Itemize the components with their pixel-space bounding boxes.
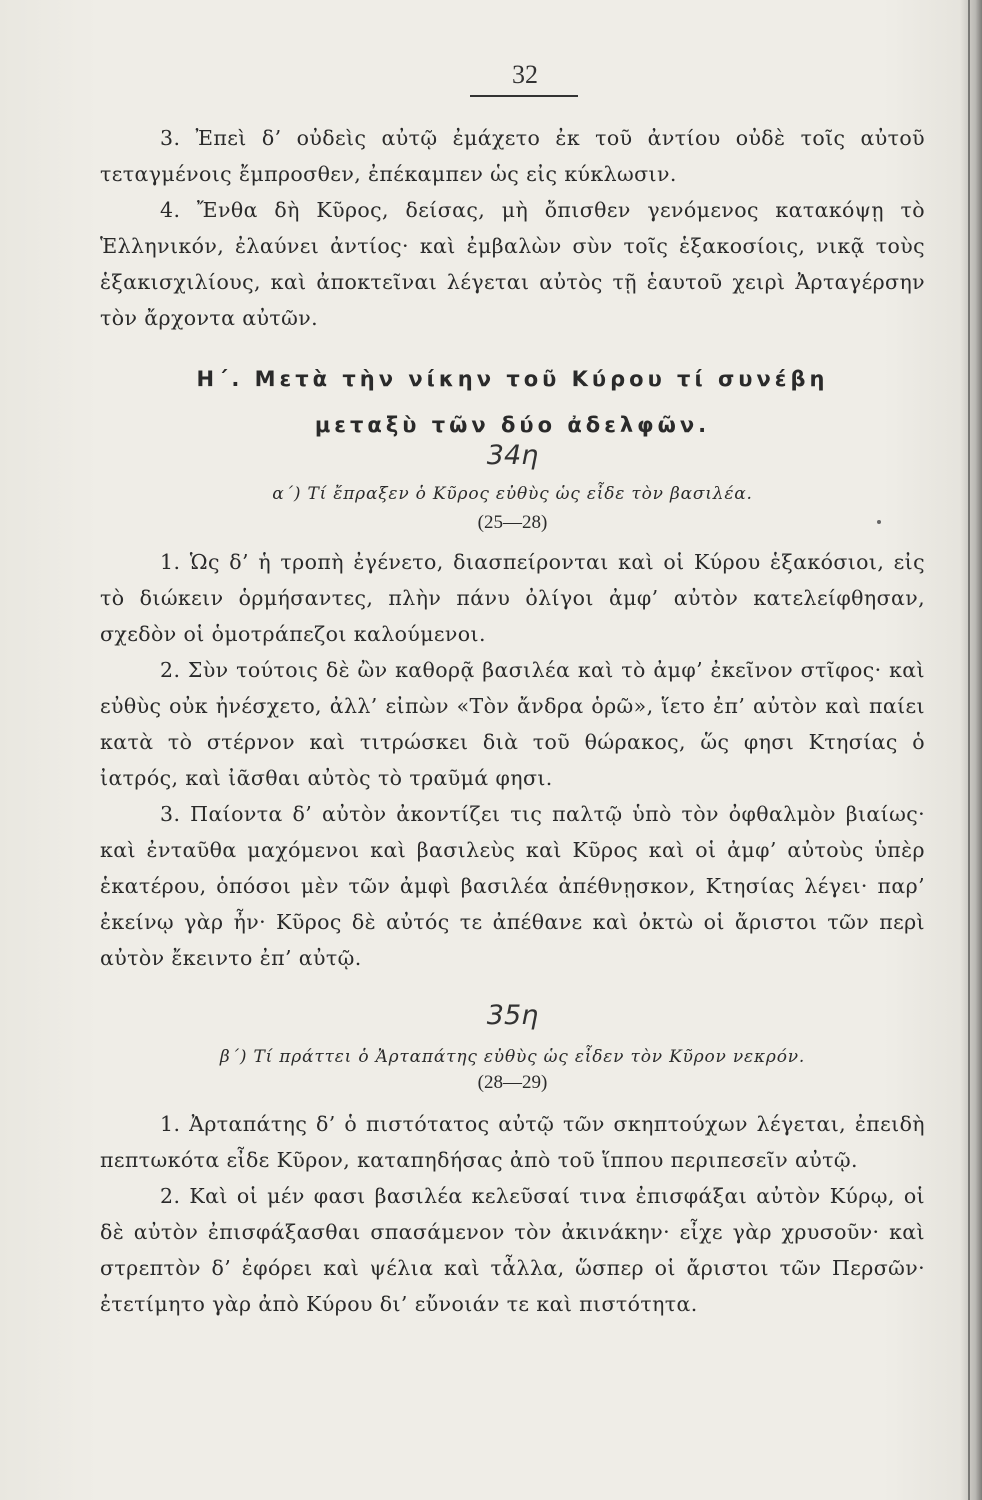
section-34-number: 34η [486,440,539,471]
paragraph-4: 4. Ἔνθα δὴ Κῦρος, δείσας, μὴ ὄπισθεν γενόμενος κατακόψῃ τὸ Ἑλληνικόν, ἐλαύνει ἀντίος· καὶ ἐμβαλὼν σὺν τοῖς ἑξακοσίοις, νικᾷ τοὺς ἑξακισχιλίους, καὶ ἀποκτεῖναι λέγεται αὐτὸς τῇ ἑαυτοῦ χειρὶ Ἀρταγέρσην τὸν ἄρχοντα αὐτῶν. [100,198,925,330]
section-34-paragraph-1: 1. Ὡς δ’ ἡ τροπὴ ἐγένετο, διασπείρονται καὶ οἱ Κύρου ἑξακόσιοι, εἰς τὸ διώκειν ὁρμήσαντες, πλὴν πάνυ ὀλίγοι ἀμφ’ αὐτὸν κατελείφθησαν, σχεδὸν οἱ ὁμοτράπεζοι καλούμενοι. [100,550,925,646]
chapter-heading-line-2: μεταξὺ τῶν δύο ἀδελφῶν. [314,413,711,437]
section-34-paragraph-3: 3. Παίοντα δ’ αὐτὸν ἀκοντίζει τις παλτῷ ὑπὸ τὸν ὀφθαλμὸν βιαίως· καὶ ἐνταῦθα μαχόμενοι καὶ βασιλεὺς καὶ Κῦρος καὶ οἱ ἀμφ’ αὐτοὺς ὑπὲρ ἑκατέρου, ὁπόσοι μὲν τῶν ἀμφὶ βασιλέα ἀπέθνῃσκον, Κτησίας λέγει· παρ’ ἐκείνῳ γὰρ ἦν· Κῦρος δὲ αὐτός τε ἀπέθανε καὶ ὀκτὼ οἱ ἄριστοι τῶν περὶ αὐτὸν ἔκειντο ἐπ’ αὐτῷ. [100,802,925,970]
section-35-range: (28—29) [477,1072,548,1093]
text-block-section-35 [100,1106,925,1322]
chapter-heading [100,356,925,448]
chapter-heading-line-1: Η΄. Μετὰ τὴν νίκην τοῦ Κύρου τί συνέβη [196,367,829,391]
text-block-section-34 [100,544,925,976]
page-number-rule [470,95,578,97]
print-speck [877,520,881,524]
section-34-subtitle: α΄) Τί ἔπραξεν ὁ Κῦρος εὐθὺς ὡς εἶδε τὸν βασιλέα. [272,484,753,504]
page-number: 32 [512,60,538,89]
paragraph-3: 3. Ἐπεὶ δ’ οὐδεὶς αὐτῷ ἐμάχετο ἐκ τοῦ ἀντίου οὐδὲ τοῖς αὐτοῦ τεταγμένοις ἔμπροσθεν, ἐπέκαμπεν ὡς εἰς κύκλωσιν. [100,126,925,186]
page-binding-edge [968,0,970,1500]
section-35-paragraph-1: 1. Ἀρταπάτης δ’ ὁ πιστότατος αὐτῷ τῶν σκηπτούχων λέγεται, ἐπειδὴ πεπτωκότα εἶδε Κῦρον, καταπηδήσας ἀπὸ τοῦ ἵππου περιπεσεῖν αὐτῷ. [100,1112,925,1172]
text-block-opening [100,120,925,336]
section-35-paragraph-2: 2. Καὶ οἱ μέν φασι βασιλέα κελεῦσαί τινα ἐπισφάξαι αὐτὸν Κύρῳ, οἱ δὲ αὐτὸν ἐπισφάξασθαι σπασάμενον τὸν ἀκινάκην· εἶχε γὰρ χρυσοῦν· καὶ στρεπτὸν δ’ ἐφόρει καὶ ψέλια καὶ τἆλλα, ὥσπερ οἱ ἄριστοι τῶν Περσῶν· ἐτετίμητο γὰρ ἀπὸ Κύρου δι’ εὔνοιάν τε καὶ πιστότητα. [100,1184,925,1316]
section-34-paragraph-2: 2. Σὺν τούτοις δὲ ὢν καθορᾷ βασιλέα καὶ τὸ ἀμφ’ ἐκεῖνον στῖφος· καὶ εὐθὺς οὐκ ἠνέσχετο, ἀλλ’ εἰπὼν «Τὸν ἄνδρα ὁρῶ», ἵετο ἐπ’ αὐτὸν καὶ παίει κατὰ τὸ στέρνον καὶ τιτρώσκει διὰ τοῦ θώρακος, ὥς φησι Κτησίας ὁ ἰατρός, καὶ ἰᾶσθαι αὐτὸς τὸ τραῦμά φησι. [100,658,925,790]
section-35-number: 35η [486,1000,539,1031]
section-34-range: (25—28) [477,512,548,533]
section-35-subtitle: β΄) Τί πράττει ὁ Ἀρταπάτης εὐθὺς ὡς εἶδεν τὸν Κῦρον νεκρόν. [219,1047,806,1067]
page-edge-shadow [960,0,982,1500]
